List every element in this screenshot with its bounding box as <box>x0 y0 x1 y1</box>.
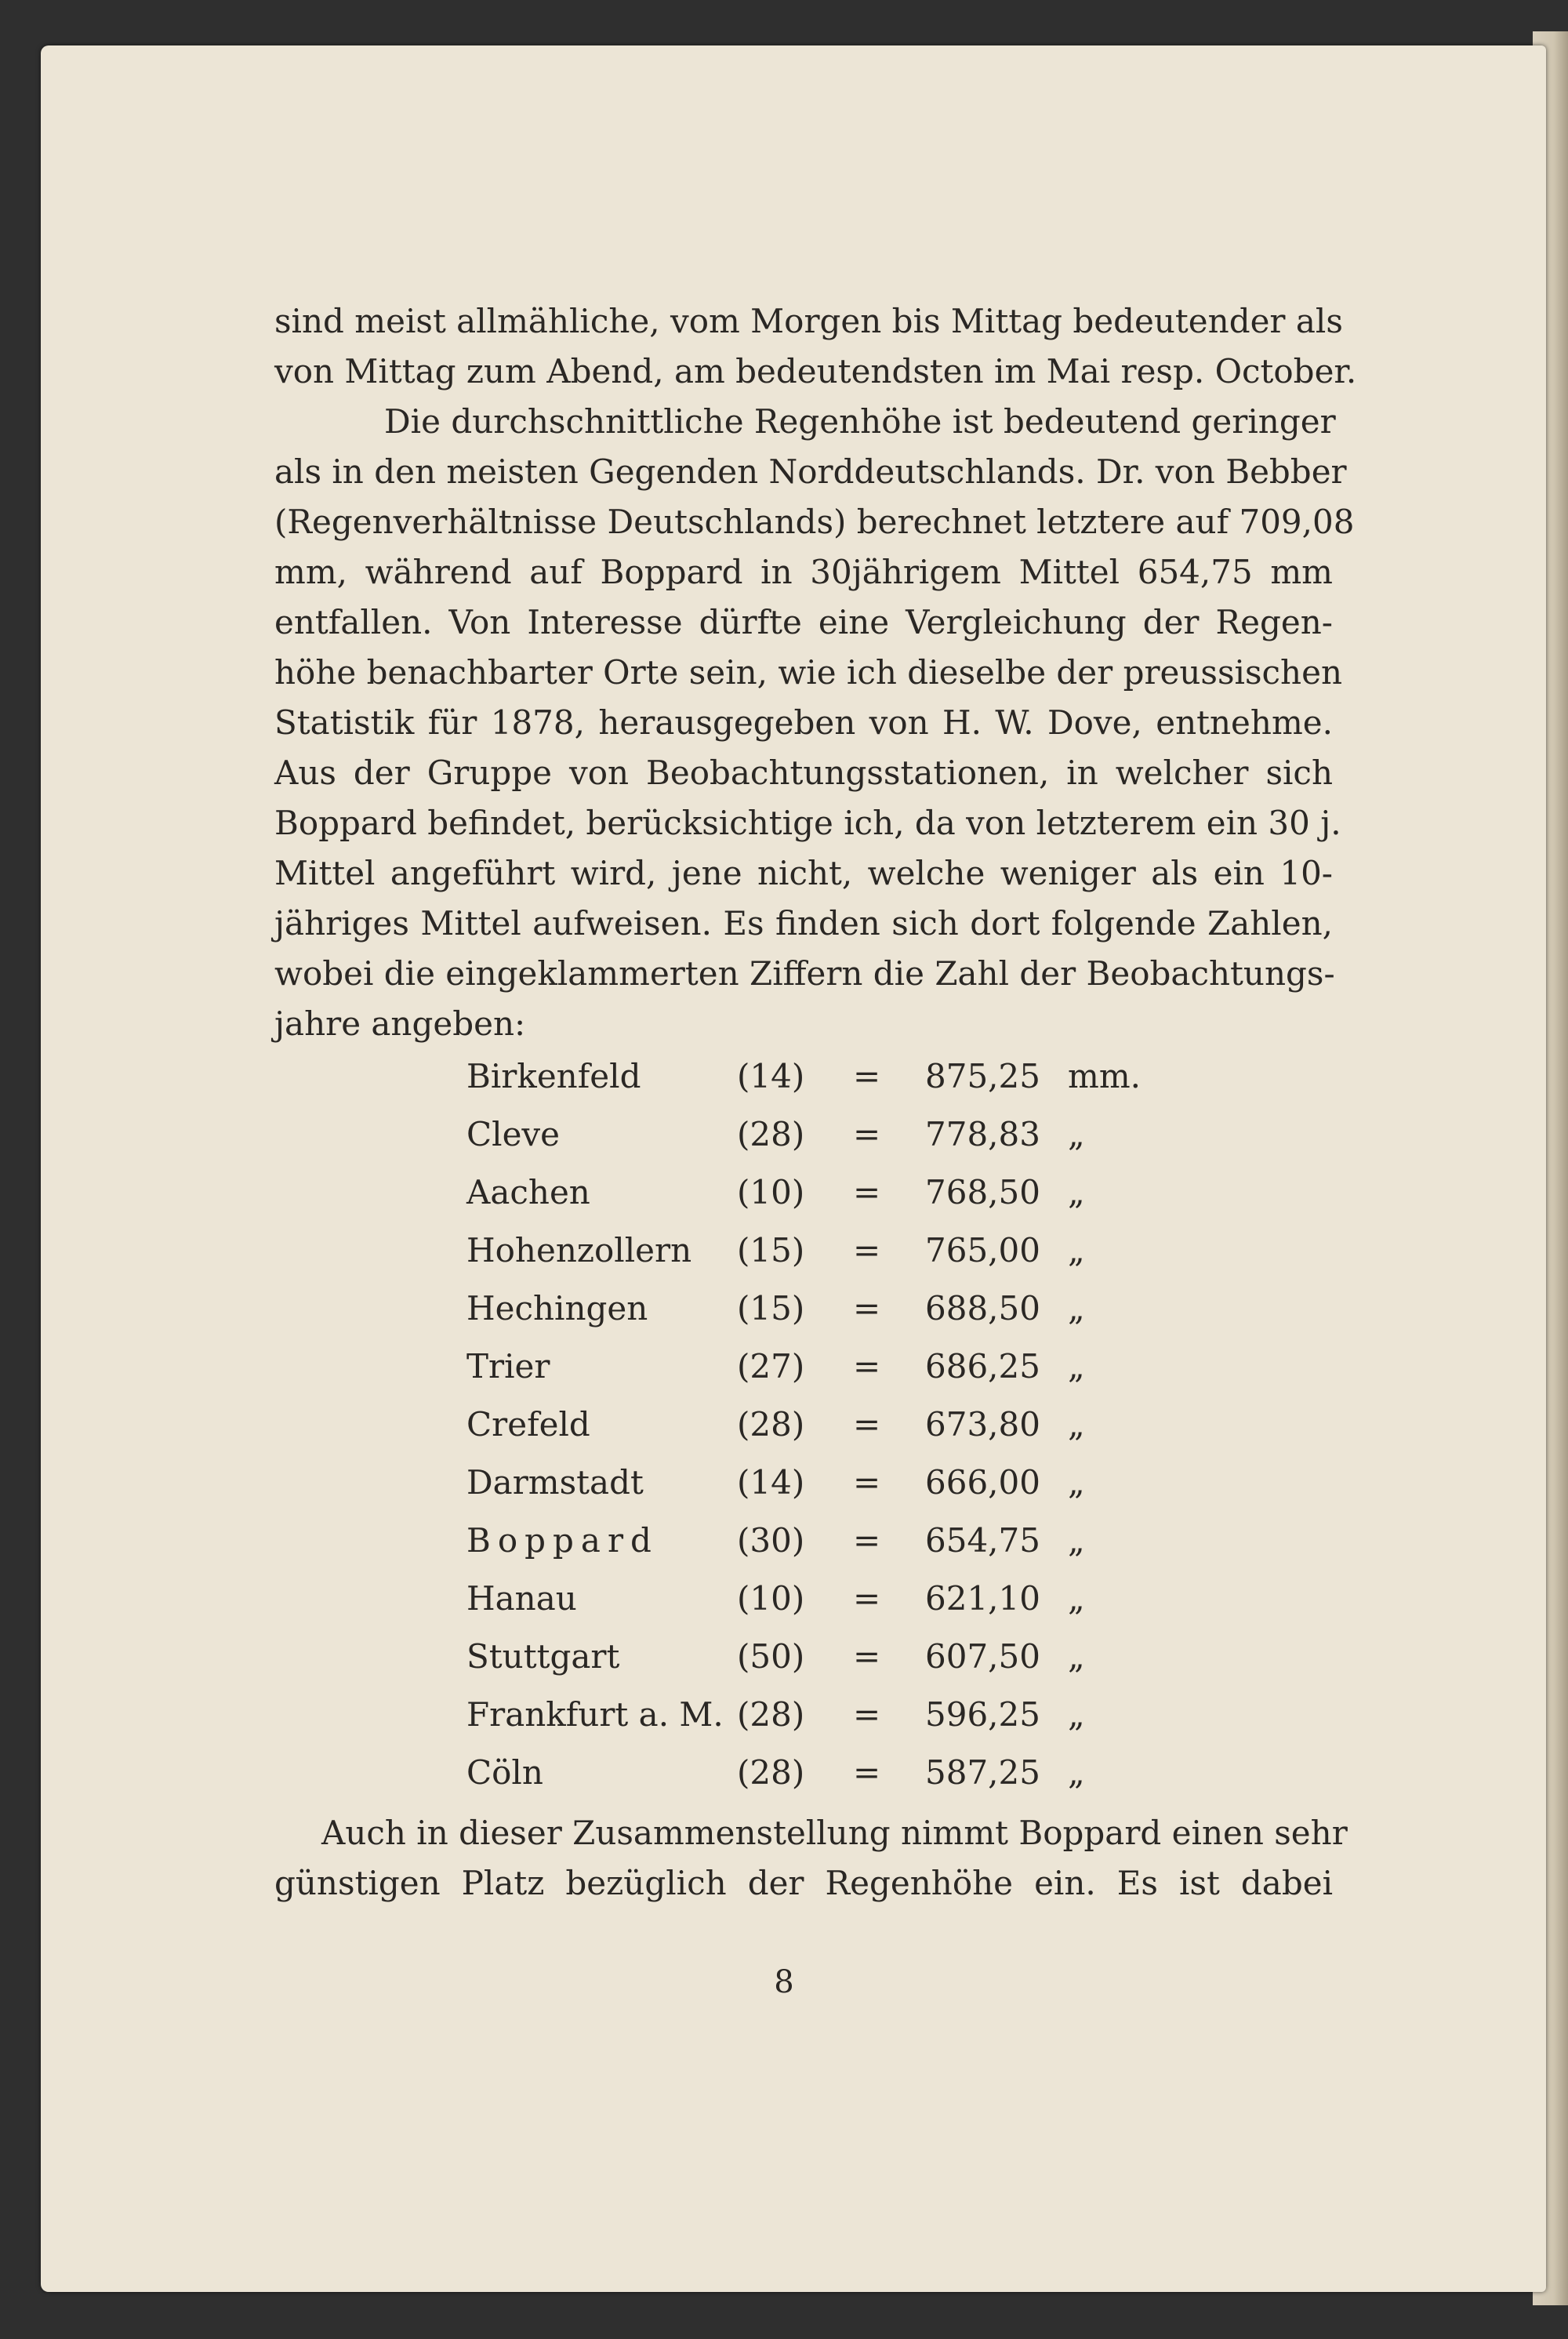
text-line: Mittel angeführt wird, jene nicht, welche weniger als ein 10- <box>274 854 1333 892</box>
table-equals: = <box>853 1289 881 1327</box>
table-value: 875,25 <box>925 1057 1040 1095</box>
table-unit: „ <box>1068 1521 1085 1560</box>
text-line: mm, während auf Boppard in 30jährigem Mittel 654,75 mm <box>274 553 1333 591</box>
text-line: Aus der Gruppe von Beobachtungsstationen, in welcher sich <box>274 754 1333 792</box>
table-unit: „ <box>1068 1115 1085 1153</box>
table-place: Hechingen <box>466 1289 648 1327</box>
table-place: Trier <box>466 1347 550 1386</box>
table-place: Frankfurt a. M. <box>466 1695 724 1734</box>
table-value: 768,50 <box>925 1173 1040 1211</box>
table-years: (28) <box>737 1405 805 1444</box>
table-years: (14) <box>737 1057 805 1095</box>
table-value: 686,25 <box>925 1347 1040 1386</box>
table-value: 654,75 <box>925 1521 1040 1560</box>
table-value: 621,10 <box>925 1579 1040 1618</box>
table-unit: „ <box>1068 1695 1085 1734</box>
table-years: (10) <box>737 1579 805 1618</box>
table-equals: = <box>853 1173 881 1211</box>
text-line: sind meist allmähliche, vom Morgen bis Mittag bedeutender als <box>274 302 1343 340</box>
table-equals: = <box>853 1695 881 1734</box>
table-years: (28) <box>737 1753 805 1792</box>
table-value: 666,00 <box>925 1463 1040 1502</box>
table-place: Cleve <box>466 1115 561 1153</box>
text-line: jahre angeben: <box>274 1004 526 1043</box>
table-years: (27) <box>737 1347 805 1386</box>
table-years: (15) <box>737 1289 805 1327</box>
table-unit: „ <box>1068 1579 1085 1618</box>
table-equals: = <box>853 1231 881 1269</box>
table-unit: „ <box>1068 1289 1085 1327</box>
table-place: Crefeld <box>466 1405 590 1444</box>
table-value: 688,50 <box>925 1289 1040 1327</box>
text-line: wobei die eingeklammerten Ziffern die Zahl der Beobachtungs- <box>274 954 1335 993</box>
table-unit: „ <box>1068 1463 1085 1502</box>
table-equals: = <box>853 1115 881 1153</box>
text-line: Boppard befindet, berücksichtige ich, da von letzterem ein 30 j. <box>274 804 1341 842</box>
table-place: Aachen <box>466 1173 590 1211</box>
table-years: (50) <box>737 1637 805 1676</box>
table-value: 596,25 <box>925 1695 1040 1734</box>
table-place: Stuttgart <box>466 1637 620 1676</box>
text-line: von Mittag zum Abend, am bedeutendsten im Mai resp. October. <box>274 352 1357 390</box>
table-equals: = <box>853 1753 881 1792</box>
table-unit: mm. <box>1068 1057 1142 1095</box>
table-equals: = <box>853 1057 881 1095</box>
table-value: 778,83 <box>925 1115 1040 1153</box>
text-line: (Regenverhältnisse Deutschlands) berechnet letztere auf 709,08 <box>274 503 1355 541</box>
page-number: 8 <box>774 1964 794 2000</box>
table-years: (14) <box>737 1463 805 1502</box>
table-place: Darmstadt <box>466 1463 644 1502</box>
table-years: (28) <box>737 1115 805 1153</box>
table-value: 587,25 <box>925 1753 1040 1792</box>
table-years: (28) <box>737 1695 805 1734</box>
table-unit: „ <box>1068 1753 1085 1792</box>
table-equals: = <box>853 1347 881 1386</box>
table-place: Birkenfeld <box>466 1057 641 1095</box>
text-line: höhe benachbarter Orte sein, wie ich dieselbe der preussischen <box>274 653 1343 692</box>
text-line: Auch in dieser Zusammenstellung nimmt Boppard einen sehr <box>321 1814 1348 1852</box>
table-unit: „ <box>1068 1231 1085 1269</box>
table-unit: „ <box>1068 1347 1085 1386</box>
table-years: (15) <box>737 1231 805 1269</box>
table-unit: „ <box>1068 1405 1085 1444</box>
table-unit: „ <box>1068 1173 1085 1211</box>
table-equals: = <box>853 1463 881 1502</box>
table-value: 673,80 <box>925 1405 1040 1444</box>
table-equals: = <box>853 1579 881 1618</box>
text-line: günstigen Platz bezüglich der Regenhöhe ein. Es ist dabei <box>274 1864 1333 1902</box>
text-line: Die durchschnittliche Regenhöhe ist bedeutend geringer <box>384 402 1336 441</box>
text-line: als in den meisten Gegenden Norddeutschlands. Dr. von Bebber <box>274 452 1347 491</box>
table-equals: = <box>853 1521 881 1560</box>
table-value: 607,50 <box>925 1637 1040 1676</box>
text-line: entfallen. Von Interesse dürfte eine Vergleichung der Regen- <box>274 603 1333 641</box>
text-line: jähriges Mittel aufweisen. Es finden sich dort folgende Zahlen, <box>274 904 1333 943</box>
table-place: Boppard <box>466 1521 659 1560</box>
table-place: Hohenzollern <box>466 1231 692 1269</box>
table-equals: = <box>853 1637 881 1676</box>
table-place: Hanau <box>466 1579 577 1618</box>
table-years: (10) <box>737 1173 805 1211</box>
table-value: 765,00 <box>925 1231 1040 1269</box>
text-line: Statistik für 1878, herausgegeben von H. W. Dove, entnehme. <box>274 703 1333 742</box>
table-unit: „ <box>1068 1637 1085 1676</box>
table-equals: = <box>853 1405 881 1444</box>
table-years: (30) <box>737 1521 805 1560</box>
table-place: Cöln <box>466 1753 543 1792</box>
